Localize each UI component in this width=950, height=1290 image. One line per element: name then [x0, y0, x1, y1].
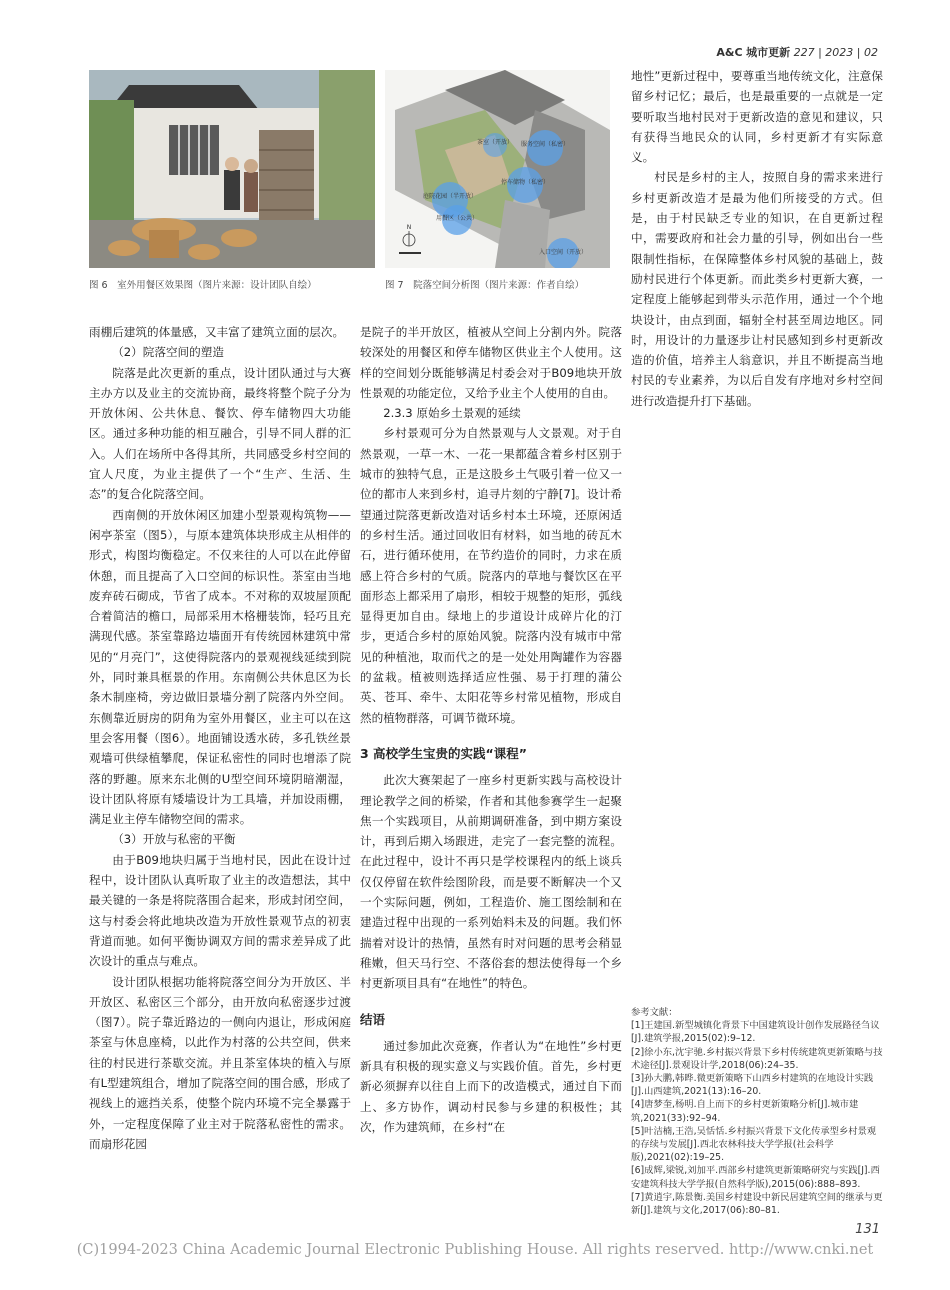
- label-garden: 庭院花园（半开放）: [422, 193, 478, 200]
- section-heading: 3 高校学生宝贵的实践“课程”: [360, 745, 527, 761]
- page-number: 131: [855, 1222, 880, 1237]
- paragraph: 设计团队根据功能将院落空间分为开放区、半开放区、私密区三个部分，由开放向私密逐步过渡（图7）。院子靠近路边的一侧向内退让，形成闲庭茶室与休息座椅，以此作为村落的公共空间，供来往的村民进行茶歇交流。并且茶室体块的植入与原有L型建筑组合，增加了院落空间的围合感，形成了视线上的遮挡关系，使整个院内环境不完全暴露于外，一定程度保障了业主对于院落私密性的需求。而扇形花园: [89, 974, 351, 1151]
- reference-item: [1]王建国.新型城镇化背景下中国建筑设计创作发展路径刍议[J].建筑学报,2015(02):9–12.: [631, 1020, 880, 1045]
- reference-list: [631, 1019, 883, 1217]
- reference-item: [4]唐梦奎,杨明.自上而下的乡村更新策略分析[J].城市建筑,2021(33):92–94.: [631, 1099, 859, 1124]
- label-service: 服务空间（私密）: [520, 141, 570, 148]
- text-column-right: [631, 66, 883, 411]
- journal-logo: A&C: [716, 46, 743, 59]
- paragraph: 地性”更新过程中，要尊重当地传统文化，注意保留乡村记忆；最后，也是最重要的一点就是一定要听取当地村民对于更新改造的意见和建议，只有获得当地民众的认同，乡村更新才有实际意义。: [631, 69, 883, 165]
- reference-item: [7]黄逍宇,陈景衡.美国乡村建设中新民居建筑空间的继承与更新[J].建筑与文化,2017(06):80–81.: [631, 1191, 883, 1217]
- paragraph: 由于B09地块归属于当地村民，因此在设计过程中，设计团队认真听取了业主的改造想法，其中最关键的一条是将院落围合起来，形成封闭空间，这与村委会将此地块改造为开放性景观节点的初衷背道而驰。如何平衡协调双方间的需求差异成了此次设计的重点与难点。: [89, 852, 351, 969]
- section-heading: 结语: [360, 1011, 386, 1027]
- label-parking: 停车储物（私密）: [500, 179, 550, 186]
- issue-number: 227 | 2023 | 02: [793, 46, 878, 59]
- text-column-middle: [360, 322, 622, 1137]
- paragraph: 通过参加此次竞赛，作者认为“在地性”乡村更新具有积极的现实意义与实践价值。首先，乡村更新必须摒弃以往自上而下的改造模式，通过自下而上、多方协作，调动村民参与乡建的积极性；其次，作为建筑师，在乡村“在: [360, 1038, 622, 1134]
- courtyard-space-analysis: [385, 70, 610, 268]
- running-header: [716, 44, 878, 60]
- paragraph: （2）院落空间的塑造: [112, 345, 224, 360]
- paragraph: 村民是乡村的主人，按照自身的需求来进行乡村更新改造才是最为他们所接受的方式。但是，由于村民缺乏专业的知识，在自更新过程中，需要政府和社会力量的引导，例如出台一些限制性指标，在保障整体乡村风貌的基础上，鼓励村民进行个体更新。而此类乡村更新大赛，一定程度上能够起到带头示范作用，通过一个个地块设计，由点到面，辐射全村甚至周边地区。同时，用设计的力量逐步让村民感知到乡村更新改造的价值，培养主人翁意识，并且不断提高当地村民的专业素养，为以后自发有序地对乡村空间进行改造提升打下基础。: [631, 170, 883, 408]
- reference-item: [5]叶洁楠,王浩,吴恬恬.乡村振兴背景下文化传承型乡村景观的存续与发展[J].西北农林科技大学学报(社会科学版),2021(02):19–25.: [631, 1125, 877, 1164]
- figure-6-caption: 图 6 室外用餐区效果图（图片来源：设计团队自绘）: [89, 280, 317, 291]
- reference-item: [6]成辉,梁锐,刘加平.西部乡村建筑更新策略研究与实践[J].西安建筑科技大学学报(自然科学版),2015(06):888–893.: [631, 1165, 880, 1190]
- paragraph: 乡村景观可分为自然景观与人文景观。对于自然景观，一草一木、一花一果都蕴含着乡村区别于城市的独特气息，正是这股乡土气吸引着一位又一位的都市人来到乡村，追寻片刻的宁静[7]。设计希望通过院落更新改造对话乡村本土环境，还原闲适的乡村生活。通过回收旧有材料，如当地的砖瓦木石，进行循环使用，在节约造价的同时，力求在质感上符合乡村的气质。院落内的草地与餐饮区在平面形态上都采用了扇形，相较于规整的矩形，弧线显得更加自由。绿地上的步道设计成碎片化的汀步，更适合乡村的原始风貌。院落内没有城市中常见的种植池，取而代之的是一处处用陶罐作为容器的盆栽。植被则选择适应性强、易于打理的蒲公英、苍耳、牵牛、太阳花等乡村常见植物，形成自然的植物群落，可调节微环境。: [360, 426, 622, 725]
- journal-section: 城市更新: [746, 46, 791, 59]
- references-title: 参考文献：: [631, 1007, 678, 1018]
- outdoor-dining-rendering: [89, 70, 375, 268]
- paragraph: 此次大赛架起了一座乡村更新实践与高校设计理论教学之间的桥梁，作者和其他参赛学生一起聚焦一个实践项目，从前期调研准备，到中期方案设计，再到后期入场跟进，走完了一套完整的流程。在此过程中，设计不再只是学校课程内的纸上谈兵仅仅停留在软件绘图阶段，而是要不断解决一个又一个实际问题，例如，工程造价、施工图绘制和在建造过程中出现的一系列始料未及的问题。我们怀揣着对设计的热情，虽然有时对问题的思考会稍显稚嫩，但天马行空、不落俗套的想法使得每一个乡村更新项目具有“在地性”的特色。: [360, 773, 622, 991]
- references: [631, 1006, 883, 1217]
- paragraph: 雨棚后建筑的体量感，又丰富了建筑立面的层次。: [89, 325, 345, 339]
- paragraph: 院落是此次更新的重点，设计团队通过与大赛主办方以及业主的交流协商，最终将整个院子分为开放休闲、公共休息、餐饮、停车储物四大功能区。通过多种功能的相互融合，引导不同人群的汇入。人们在场所中各得其所，共同感受乡村空间的宜人尺度，为业主提供了一个“生产、生活、生态”的复合化院落空间。: [89, 365, 351, 502]
- label-dining: 用餐区（公共）: [435, 215, 479, 222]
- figure-6-photo: [89, 70, 375, 268]
- paragraph: （3）开放与私密的平衡: [112, 832, 236, 847]
- figure-7-diagram: [385, 70, 610, 268]
- paragraph: 是院子的半开放区，植被从空间上分割内外。院落较深处的用餐区和停车储物区供业主个人使用。这样的空间划分既能够满足村委会对于B09地块开放性景观的功能定位，又给予业主个人使用的自由。: [360, 325, 622, 400]
- paragraph: 2.3.3 原始乡土景观的延续: [383, 406, 521, 421]
- reference-item: [3]孙大鹏,韩晔.微更新策略下山西乡村建筑的在地设计实践[J].山西建筑,2021(13):16–20.: [631, 1073, 874, 1098]
- label-tea-room: 茶室（开放）: [476, 139, 514, 146]
- north-label: N: [406, 224, 412, 231]
- paragraph: 西南侧的开放休闲区加建小型景观构筑物——闲亭茶室（图5），与原本建筑体块形成主从相伴的形式，构图均衡稳定。不仅来往的人可以在此停留休憩，而且提高了入口空间的标识性。茶室由当地废弃砖石砌成，节省了成本。不对称的双坡屋顶配合着简洁的檐口，局部采用木格栅装饰，轻巧且充满现代感。茶室靠路边墙面开有传统园林建筑中常见的“月亮门”，这使得院落内的景观视线延续到院外，同时兼具框景的作用。东南侧公共休息区为长条木制座椅，旁边做旧景墙分割了院落内外空间。东侧靠近厨房的阴角为室外用餐区，业主可以在这里会客用餐（图6）。地面铺设透水砖，多孔铁丝景观墙可供绿植攀爬，保证私密性的同时也增添了院落的野趣。原来东北侧的U型空间环境阴暗潮湿，设计团队将原有矮墙设计为工具墙，并加设雨棚，满足业主停车储物空间的需求。: [89, 507, 351, 827]
- copyright-footer: (C)1994-2023 China Academic Journal Electronic Publishing House. All rights reserved. http://www.cnki.net: [76, 1242, 874, 1258]
- figure-7-caption: 图 7 院落空间分析图（图片来源：作者自绘）: [385, 280, 585, 291]
- text-column-left: [89, 322, 351, 1154]
- scale-bar: [399, 252, 421, 254]
- reference-item: [2]徐小东,沈宇驰.乡村振兴背景下乡村传统建筑更新策略与技术途径[J].景观设计学,2018(06):24–35.: [631, 1046, 883, 1071]
- label-entrance: 入口空间（开放）: [538, 249, 588, 256]
